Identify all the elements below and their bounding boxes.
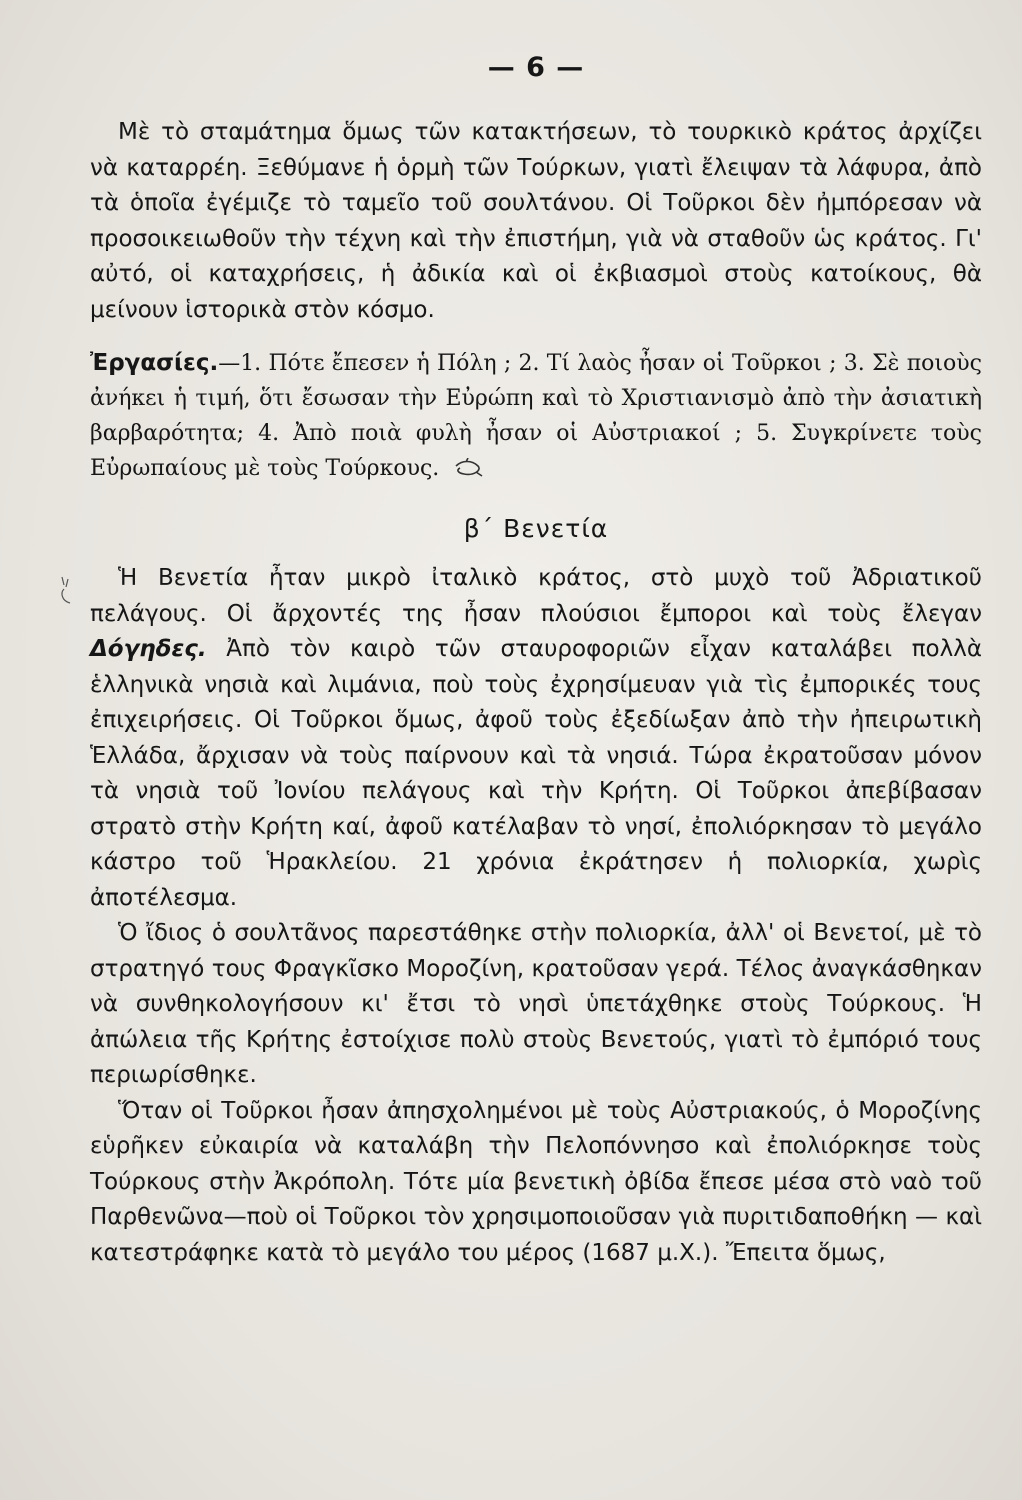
ink-doodle-icon: [452, 458, 486, 480]
exercises-heading: Ἐργασίες.: [90, 350, 219, 376]
exercises-block: [90, 346, 982, 486]
intro-paragraph: Μὲ τὸ σταμάτημα ὅμως τῶν κατακτήσεων, τὸ τουρκικὸ κράτος ἀρχίζει νὰ καταρρέη. Ξεθύμανε ἡ ὁρμὴ τῶν Τούρκων, γιατὶ ἔλειψαν τὰ λάφυρα, ἀπὸ τὰ ὁποῖα ἐγέμιζε τὸ ταμεῖο τοῦ σουλτάνου. Οἱ Τοῦρκοι δὲν ἠμπόρεσαν νὰ προσοικειωθοῦν τὴν τέχνη καὶ τὴν ἐπιστήμη, γιὰ νὰ σταθοῦν ὡς κράτος. Γι' αὐτό, οἱ καταχρήσεις, ἡ ἀδικία καὶ οἱ ἐκβιασμοὶ στοὺς κατοίκους, θὰ μείνουν ἱστορικὰ στὸν κόσμο.: [90, 119, 982, 323]
pencil-mark-icon: [58, 575, 80, 605]
doges-term: Δόγηδες.: [90, 636, 207, 662]
venice-paragraph-3: Ὅταν οἱ Τοῦρκοι ἦσαν ἀπησχολημένοι μὲ τοὺς Αὐστριακούς, ὁ Μοροζίνης εὑρῆκεν εὐκαιρία νὰ καταλάβη τὴν Πελοπόννησο καὶ ἐπολιόρκησε τοὺς Τούρκους στὴν Ἀκρόπολη. Τότε μία βενετικὴ ὀβίδα ἔπεσε μέσα στὸ ναὸ τοῦ Παρθενῶνα—ποὺ οἱ Τοῦρκοι τὸν χρησιμοποιοῦσαν γιὰ πυριτιδαποθήκη — καὶ κατεστράφηκε κατὰ τὸ μεγάλο του μέρος (1687 μ.Χ.). Ἔπειτα ὅμως,: [90, 1097, 982, 1266]
venice-p1-text-cont: Ἀπὸ τὸν καιρὸ τῶν σταυροφοριῶν εἶχαν καταλάβει πολλὰ ἑλληνικὰ νησιὰ καὶ λιμάνια, ποὺ τοὺς ἐχρησίμευαν γιὰ τὶς ἐμπορικές τους ἐπιχειρήσεις. Οἱ Τοῦρκοι ὅμως, ἀφοῦ τοὺς ἐξεδίωξαν ἀπὸ τὴν ἠπειρωτικὴ Ἑλλάδα, ἄρχισαν νὰ τοὺς παίρνουν καὶ τὰ νησιά. Τώρα ἐκρατοῦσαν μόνον τὰ νησιὰ τοῦ Ἰονίου πελάγους καὶ τὴν Κρήτη. Οἱ Τοῦρκοι ἀπεβίβασαν στρατὸ στὴν Κρήτη καί, ἀφοῦ κατέλαβαν τὸ νησί, ἐπολιόρκησαν τὸ μεγάλο κάστρο τοῦ Ἡρακλείου. 21 χρόνια ἐκράτησεν ἡ πολιορκία, χωρὶς ἀποτέλεσμα.: [90, 636, 982, 911]
venice-p1-text: Ἡ Βενετία ἦταν μικρὸ ἰταλικὸ κράτος, στὸ μυχὸ τοῦ Ἀδριατικοῦ πελάγους. Οἱ ἄρχοντές της ἦσαν πλούσιοι ἔμποροι καὶ τοὺς ἔλεγαν: [90, 565, 982, 627]
page-number: — 6 —: [487, 52, 585, 83]
section-title: β΄ Βενετία: [463, 514, 609, 543]
venice-paragraph-2: Ὁ ἴδιος ὁ σουλτᾶνος παρεστάθηκε στὴν πολιορκία, ἀλλ' οἱ Βενετοί, μὲ τὸ στρατηγό τους Φραγκῖσκο Μοροζίνη, κρατοῦσαν γερά. Τέλος ἀναγκάσθηκαν νὰ συνθηκολογήσουν κι' ἔτσι τὸ νησὶ ὑπετάχθηκε στοὺς Τούρκους. Ἡ ἀπώλεια τῆς Κρήτης ἐστοίχισε πολὺ στοὺς Βενετούς, γιατὶ τὸ ἐμπόριό τους περιωρίσθηκε.: [90, 920, 982, 1088]
exercises-text: —1. Πότε ἔπεσεν ἡ Πόλη ; 2. Τί λαὸς ἦσαν οἱ Τοῦρκοι ; 3. Σὲ ποιοὺς ἀνήκει ἡ τιμή, ὅτι ἔσωσαν τὴν Εὐρώπη καὶ τὸ Χριστιανισμὸ ἀπὸ τὴν ἀσιατικὴ βαρβαρότητα; 4. Ἀπὸ ποιὰ φυλὴ ἦσαν οἱ Αὐστριακοί ; 5. Συγκρίνετε τοὺς Εὐρωπαίους μὲ τοὺς Τούρκους.: [90, 351, 982, 481]
venice-paragraph-1: [90, 561, 982, 916]
